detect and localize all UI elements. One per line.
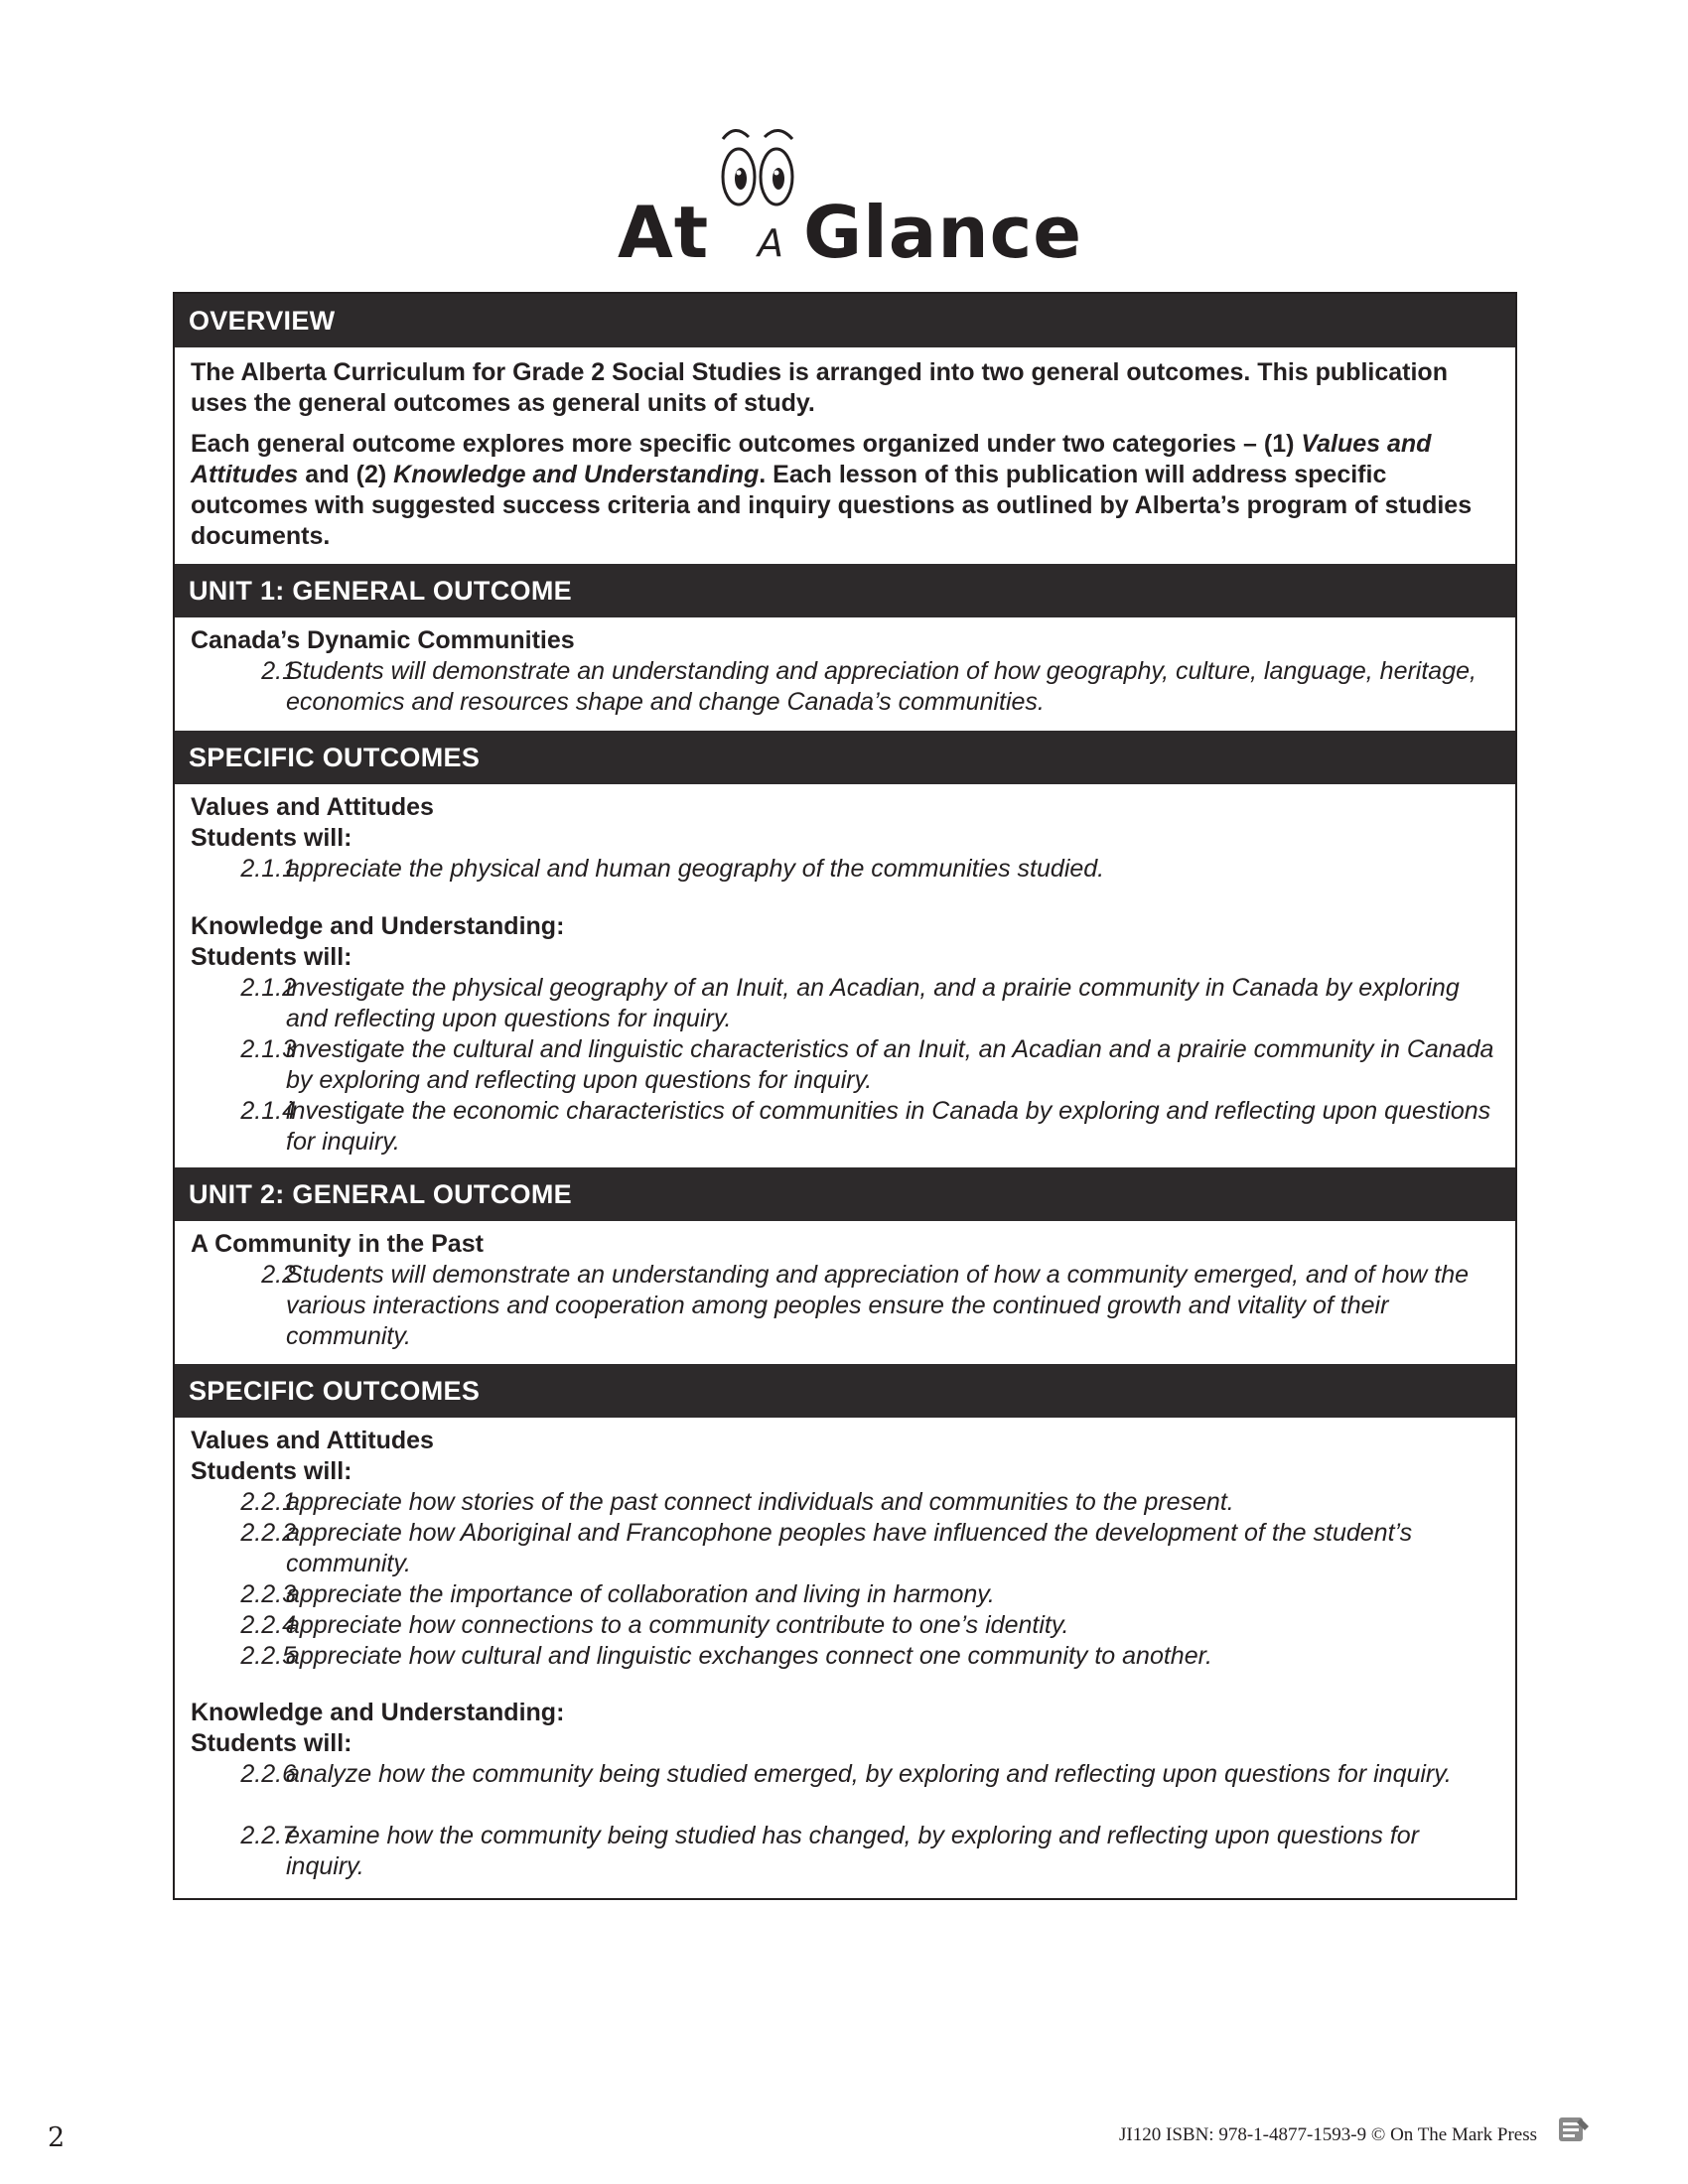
outcome-text: appreciate the importance of collaboration and living in harmony. (286, 1580, 995, 1608)
unit1-subtitle: Canada’s Dynamic Communities (191, 626, 575, 654)
outcome-number: 2.2.6 (240, 1760, 296, 1788)
cartoon-eyes-icon (705, 117, 814, 226)
outcome-number: 2.1.3 (240, 1035, 296, 1063)
outcome-number: 2.2.4 (240, 1611, 296, 1639)
unit2-subtitle: A Community in the Past (191, 1230, 484, 1258)
unit1-header: UNIT 1: GENERAL OUTCOME (175, 564, 1515, 617)
footer-publication-info: JI120 ISBN: 978-1-4877-1593-9 © On The Mark Press (1119, 2124, 1537, 2145)
specific1-knowledge-title: Knowledge and Understanding: (191, 912, 565, 940)
at-a-glance-box (173, 292, 1517, 1900)
outcome-number: 2.2.7 (240, 1822, 296, 1849)
specific1-knowledge-students-will: Students will: (191, 943, 352, 971)
specific1-values-title: Values and Attitudes (191, 793, 434, 821)
outcome-text: appreciate how Aboriginal and Francophone peoples have influenced the development of the student’s community. (286, 1519, 1413, 1577)
title-word-a: A (758, 221, 784, 265)
page-title (596, 117, 1112, 276)
overview-paragraph-1: The Alberta Curriculum for Grade 2 Social Studies is arranged into two general outcomes. This publication uses the general outcomes as general units of study. (191, 358, 1448, 417)
specific-outcomes-2-header: SPECIFIC OUTCOMES (175, 1364, 1515, 1418)
outcome-number: 2.1.2 (240, 974, 296, 1002)
page-number: 2 (48, 2122, 66, 2153)
outcome-text: investigate the economic characteristics of communities in Canada by exploring and reflecting upon questions for inquiry. (286, 1097, 1491, 1156)
outcome-number: 2.2.1 (240, 1488, 296, 1516)
outcome-number: 2.2.3 (240, 1580, 296, 1608)
specific2-values-title: Values and Attitudes (191, 1427, 434, 1454)
outcome-text: investigate the physical geography of an Inuit, an Acadian, and a prairie community in Canada by exploring and reflecting upon questions for inquiry. (286, 974, 1460, 1032)
specific-outcomes-1-header: SPECIFIC OUTCOMES (175, 731, 1515, 784)
outcome-text: examine how the community being studied has changed, by exploring and reflecting upon questions for inquiry. (286, 1822, 1419, 1880)
unit2-header: UNIT 2: GENERAL OUTCOME (175, 1167, 1515, 1221)
outcome-number: 2.2.2 (240, 1519, 296, 1547)
outcome-text: Students will demonstrate an understanding and appreciation of how geography, culture, language, heritage, economics and resources shape and change Canada’s communities. (286, 657, 1477, 716)
outcome-text: investigate the cultural and linguistic characteristics of an Inuit, an Acadian and a prairie community in Canada by exploring and reflecting upon questions for inquiry. (286, 1035, 1494, 1094)
outcome-text: appreciate how stories of the past connect individuals and communities to the present. (286, 1488, 1234, 1516)
outcome-number: 2.1.4 (240, 1097, 296, 1125)
outcome-number: 2.2.5 (240, 1642, 296, 1670)
outcome-text: Students will demonstrate an understanding and appreciation of how a community emerged, and of how the various interactions and cooperation among peoples ensure the continued growth and vitality of their community. (286, 1261, 1470, 1350)
outcome-number: 2.1.1 (240, 855, 296, 883)
specific1-values-students-will: Students will: (191, 824, 352, 852)
title-word-glance: Glance (803, 191, 1083, 274)
overview-paragraph-2: Each general outcome explores more specific outcomes organized under two categories – (1) Values and Attitudes and (2) Knowledge and Understanding. Each lesson of this publication will address specific outcomes with suggested success criteria and inquiry questions as outlined by Alberta’s program of studies documents. (191, 430, 1473, 550)
overview-header: OVERVIEW (175, 294, 1515, 347)
outcome-number: 2.1 (261, 657, 296, 685)
specific2-values-students-will: Students will: (191, 1457, 352, 1485)
outcome-text: appreciate how connections to a community contribute to one’s identity. (286, 1611, 1069, 1639)
specific2-knowledge-students-will: Students will: (191, 1729, 352, 1757)
outcome-text: analyze how the community being studied emerged, by exploring and reflecting upon questions for inquiry. (286, 1760, 1452, 1788)
outcome-text: appreciate how cultural and linguistic exchanges connect one community to another. (286, 1642, 1212, 1670)
outcome-number: 2.2 (261, 1261, 296, 1289)
outcome-text: appreciate the physical and human geography of the communities studied. (286, 855, 1105, 883)
title-word-at: At (618, 191, 710, 274)
specific2-knowledge-title: Knowledge and Understanding: (191, 1699, 565, 1726)
publisher-logo-icon (1557, 2115, 1591, 2144)
